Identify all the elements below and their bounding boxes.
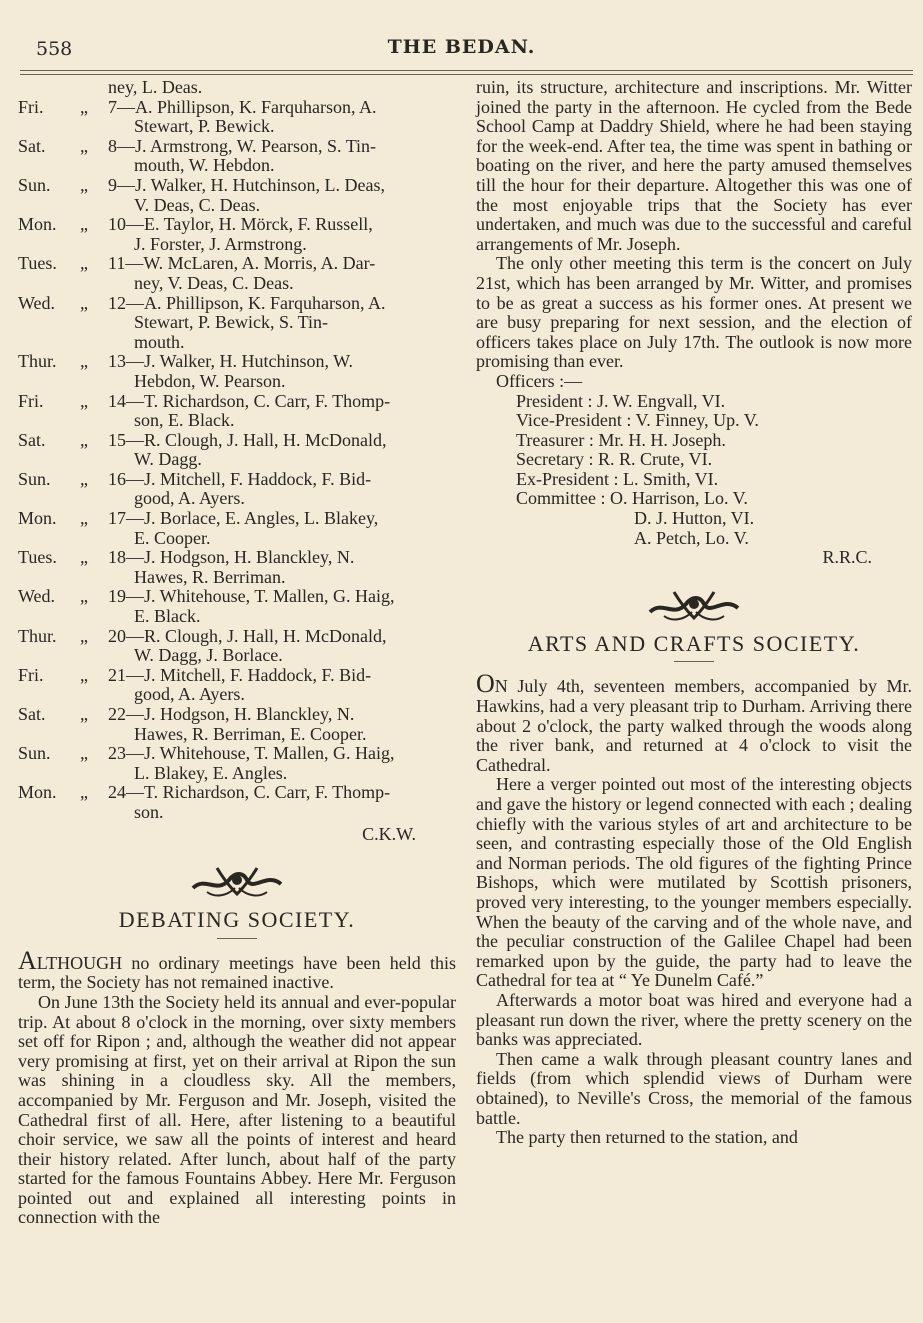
rota-row: Tues. „ 11—W. McLaren, A. Morris, A. Dar- bbox=[18, 253, 376, 274]
rota-row-continued: Hebdon, W. Pearson. bbox=[134, 370, 286, 391]
officer-entry: Committee : O. Harrison, Lo. V. bbox=[516, 488, 748, 509]
rota-row: Mon. „ 17—J. Borlace, E. Angles, L. Blakey, bbox=[18, 508, 379, 529]
debating-paragraph-2: On June 13th the Society held its annual and ever-popular trip. At about 8 o'clock in the morning, over sixty members set off for Ripon ; and, although the weather did not appear very promising at first, yet on their arrival at Ripon the sun was shining in a cloudless sky. All the members, accompanied by Mr. Ferguson and Mr. Joseph, visited the Cathedral first of all. Here, after listening to a beautiful choir service, we saw all the points of interest and heard their history related. After lunch, about half of the party started for the famous Fountains Abbey. Here Mr. Ferguson pointed out and explained all interesting points in connection with the bbox=[18, 991, 456, 1228]
rota-row-continued: J. Forster, J. Armstrong. bbox=[134, 233, 307, 254]
right-column bbox=[476, 78, 912, 1148]
arts-paragraph-3: Afterwards a motor boat was hired and everyone had a pleasant run down the river, where the pretty scenery on the banks was appreciated. bbox=[476, 989, 912, 1050]
rota-row-continued: Hawes, R. Berriman, E. Cooper. bbox=[134, 723, 367, 744]
rota-row-continued: W. Dagg. bbox=[134, 449, 202, 470]
rota-row: Sun. „ 23—J. Whitehouse, T. Mallen, G. Haig, bbox=[18, 743, 395, 764]
header-rule-2 bbox=[20, 74, 913, 75]
rota-row-continued: son. bbox=[134, 801, 164, 822]
left-column bbox=[18, 78, 456, 1228]
rota-signature: C.K.W. bbox=[362, 823, 416, 844]
officers-list bbox=[496, 392, 912, 510]
rota-row-continued: good, A. Ayers. bbox=[134, 488, 245, 509]
rota-row-continued: V. Deas, C. Deas. bbox=[134, 194, 261, 215]
committee-member: A. Petch, Lo. V. bbox=[634, 527, 749, 548]
committee-list bbox=[496, 509, 912, 548]
rota-row-continued: Stewart, P. Bewick, S. Tin- bbox=[134, 312, 329, 333]
rota-row: Sun. „ 9—J. Walker, H. Hutchinson, L. Deas, bbox=[18, 174, 385, 195]
debating-continued: ruin, its structure, architecture and inscriptions. Mr. Witter joined the party in the afternoon. He cycled from the Bede School Camp at Daddry Shield, where he had been staying for the week-end. After tea, the time was spent in bathing or boating on the river, and here the party amused themselves till the hour for their departure. Altogether this was one of the most enjoyable trips that the Society has ever undertaken, and much was due to the successful and careful arrangements of Mr. Joseph. bbox=[476, 77, 912, 254]
title-rule bbox=[217, 938, 257, 939]
rota-list bbox=[18, 98, 456, 823]
rota-row-continued: W. Dagg, J. Borlace. bbox=[134, 645, 283, 666]
committee-member: D. J. Hutton, VI. bbox=[634, 508, 755, 529]
rota-row: Thur. „ 20—R. Clough, J. Hall, H. McDonald, bbox=[18, 625, 387, 646]
title-rule bbox=[674, 661, 714, 662]
officer-entry: Vice-President : V. Finney, Up. V. bbox=[516, 410, 759, 431]
rota-row-continued: good, A. Ayers. bbox=[134, 684, 245, 705]
officer-entry: President : J. W. Engvall, VI. bbox=[516, 390, 726, 411]
arts-paragraph-4: Then came a walk through pleasant country lanes and fields (from which splendid views of Durham were obtained), to Neville's Cross, the memorial of the famous battle. bbox=[476, 1048, 912, 1128]
rota-row: Mon. „ 10—E. Taylor, H. Mörck, F. Russell, bbox=[18, 214, 373, 235]
rota-row: Sat. „ 8—J. Armstrong, W. Pearson, S. Tin- bbox=[18, 135, 377, 156]
arts-paragraph-1: ON July 4th, seventeen members, accompanied by Mr. Hawkins, had a very pleasant trip to Durham. Arriving there about 2 o'clock, the party walked through the woods along the river bank, and returned at 4 o'clock to visit the Cathedral. bbox=[476, 669, 912, 775]
officer-entry: Treasurer : Mr. H. H. Joseph. bbox=[516, 429, 726, 450]
arts-title: ARTS AND CRAFTS SOCIETY. bbox=[527, 630, 861, 656]
rota-row: Sat. „ 15—R. Clough, J. Hall, H. McDonald, bbox=[18, 429, 387, 450]
rota-row-continued: Hawes, R. Berriman. bbox=[134, 566, 286, 587]
debating-title: DEBATING SOCIETY. bbox=[118, 907, 356, 933]
rota-row-continued: E. Black. bbox=[134, 606, 201, 627]
rota-row: Sat. „ 22—J. Hodgson, H. Blanckley, N. bbox=[18, 704, 355, 724]
rota-row-continued: son, E. Black. bbox=[134, 410, 235, 431]
rota-row: Mon. „ 24—T. Richardson, C. Carr, F. Thomp- bbox=[18, 782, 391, 803]
officers-heading: Officers :— bbox=[496, 370, 583, 391]
officer-entry: Ex-President : L. Smith, VI. bbox=[516, 468, 719, 489]
rota-row-continued: ney, V. Deas, C. Deas. bbox=[134, 272, 294, 293]
arts-paragraph-5: The party then returned to the station, and bbox=[496, 1127, 798, 1148]
ornament-icon bbox=[644, 582, 744, 626]
running-title: THE BEDAN. bbox=[387, 36, 536, 58]
rota-row: Thur. „ 13—J. Walker, H. Hutchinson, W. bbox=[18, 351, 353, 372]
rota-row-continued: mouth, W. Hebdon. bbox=[134, 155, 275, 176]
rota-row: Tues. „ 18—J. Hodgson, H. Blanckley, N. bbox=[18, 547, 355, 568]
officers-signature: R.R.C. bbox=[822, 547, 872, 568]
rota-lead: ney, L. Deas. bbox=[108, 77, 203, 97]
rota-row: Fri. „ 7—A. Phillipson, K. Farquharson, A. bbox=[18, 96, 377, 117]
rota-row: Wed. „ 19—J. Whitehouse, T. Mallen, G. Haig, bbox=[18, 586, 395, 607]
rota-row-continued: L. Blakey, E. Angles. bbox=[134, 762, 288, 783]
rota-row-continued: E. Cooper. bbox=[134, 527, 211, 548]
header-rule bbox=[20, 70, 913, 71]
page-header bbox=[0, 30, 923, 70]
rota-row-continued: Stewart, P. Bewick. bbox=[134, 116, 275, 137]
ornament-icon bbox=[187, 858, 287, 902]
rota-row: Fri. „ 21—J. Mitchell, F. Haddock, F. Bid- bbox=[18, 664, 372, 685]
rota-row-continued: mouth. bbox=[134, 331, 185, 352]
debating-paragraph-1: ALTHOUGH no ordinary meetings have been held this term, the Society has not remained inactive. bbox=[18, 945, 456, 993]
concert-paragraph: The only other meeting this term is the concert on July 21st, which has been arranged by Mr. Witter, and promises to be as great a success as his former ones. At present we are busy preparing for next session, and the election of officers takes place on July 17th. The outlook is now more promising than ever. bbox=[476, 253, 912, 372]
arts-paragraph-2: Here a verger pointed out most of the interesting objects and gave the history or legend connected with each ; dealing chiefly with the various styles of art and architecture to be seen, and contrasting especially those of the Old English and Norman periods. The old figures of the fighting Prince Bishops, which were mutilated by Scottish prisoners, proved very interesting, to the younger members especially. When the beauty of the carving and of the whole nave, and the peculiar construction of the Galilee Chapel had been remarked upon by the guide, the party had to leave the Cathedral for tea at “ Ye Dunelm Café.” bbox=[476, 774, 912, 991]
rota-row: Fri. „ 14—T. Richardson, C. Carr, F. Thomp- bbox=[18, 390, 391, 411]
page-number: 558 bbox=[36, 38, 73, 60]
officer-entry: Secretary : R. R. Crute, VI. bbox=[516, 449, 713, 470]
rota-row: Wed. „ 12—A. Phillipson, K. Farquharson, A. bbox=[18, 292, 386, 313]
rota-row: Sun. „ 16—J. Mitchell, F. Haddock, F. Bid- bbox=[18, 468, 372, 489]
